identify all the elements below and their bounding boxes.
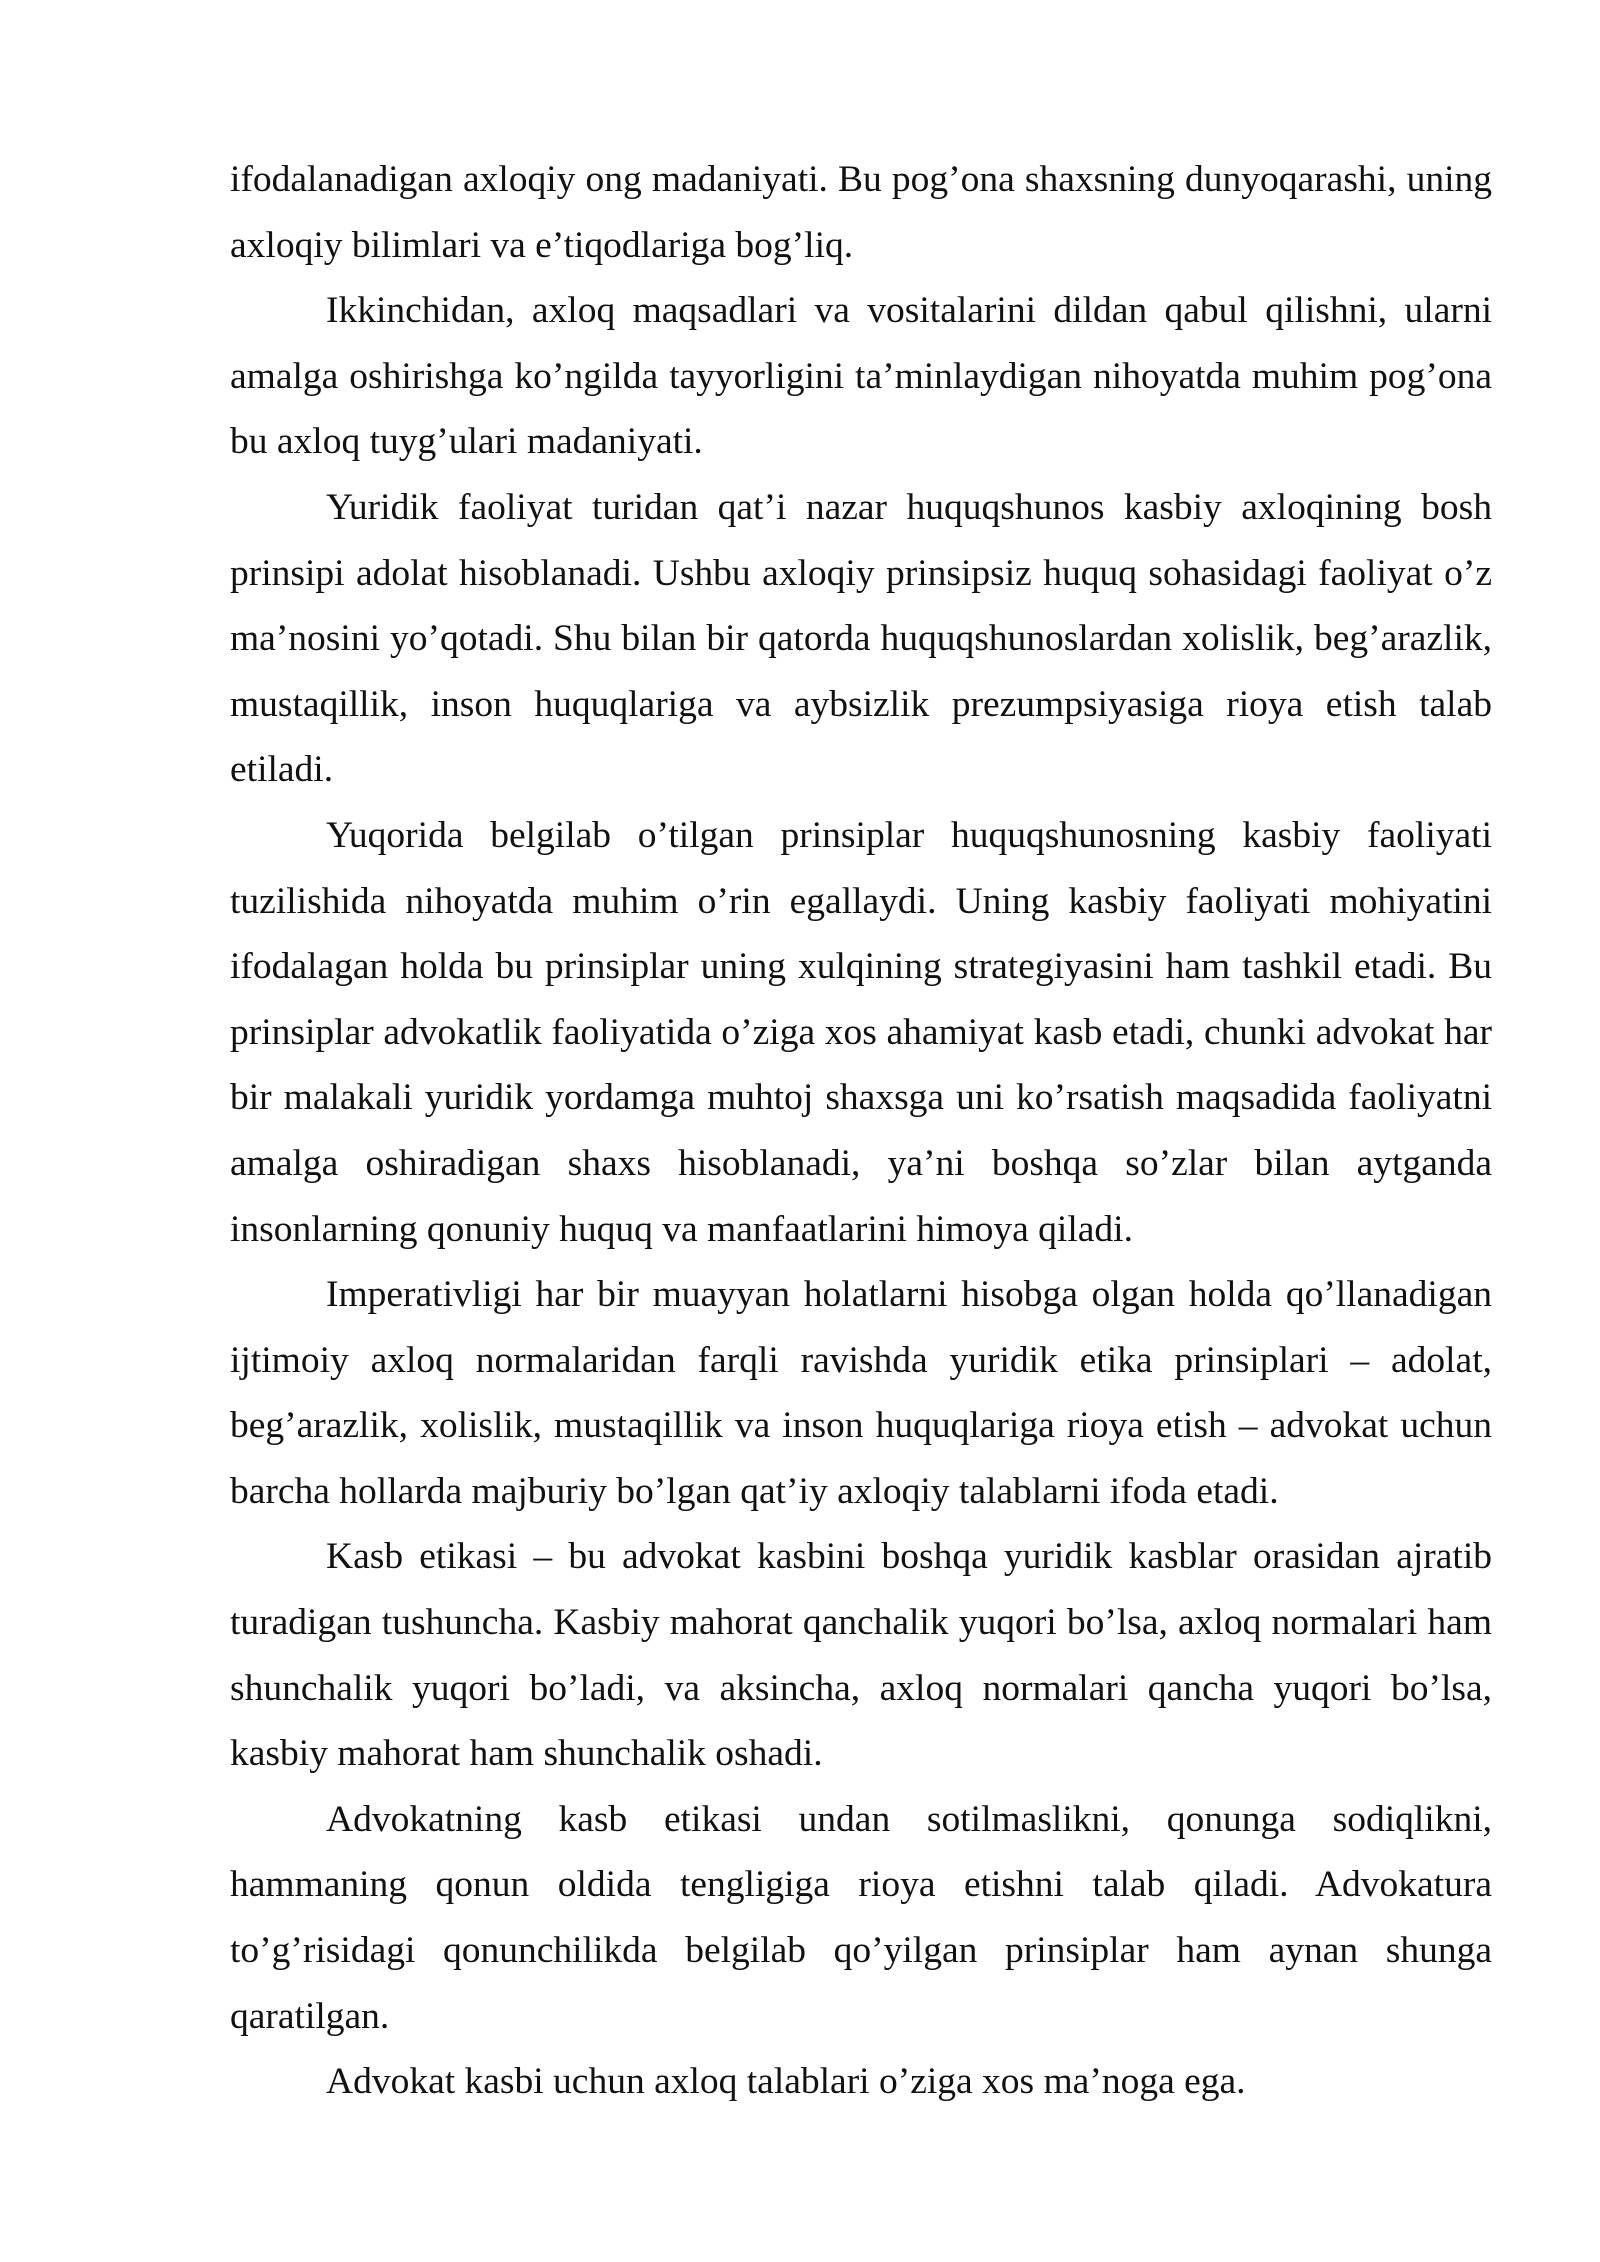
paragraph: Advokat kasbi uchun axloq talablari o’ziga xos ma’noga ega. [326,2061,1246,2103]
paragraph-continuation: ifodalanadigan axloqiy ong madaniyati. Bu pog’ona shaxsning dunyoqarashi, uning axloqiy bilimlari va e’tiqodlariga bog’liq. [230,159,1492,266]
paragraph: Yuridik faoliyat turidan qat’i nazar huquqshunos kasbiy axloqining bosh prinsipi adolat hisoblanadi. Ushbu axloqiy prinsipsiz huquq sohasidagi faoliyat o’z ma’nosini yo’qotadi. Shu bilan bir qatorda huquqshunoslardan xolislik, beg’arazlik, mustaqillik, inson huquqlariga va aybsizlik prezumpsiyasiga rioya etish talab etiladi. [230,486,1492,791]
paragraph: Kasb etikasi – bu advokat kasbini boshqa yuridik kasblar orasidan ajratib turadigan tushuncha. Kasbiy mahorat qanchalik yuqori bo’lsa, axloq normalari ham shunchalik yuqori bo’ladi, va aksincha, axloq normalari qancha yuqori bo’lsa, kasbiy mahorat ham shunchalik oshadi. [230,1536,1492,1775]
paragraph: Advokatning kasb etikasi undan sotilmaslikni, qonunga sodiqlikni, hammaning qonun oldida tengligiga rioya etishni talab qiladi. Advokatura to’g’risidagi qonunchilikda belgilab qo’yilgan prinsiplar ham aynan shunga qaratilgan. [230,1798,1492,2037]
document-body [230,147,1492,2115]
paragraph: Ikkinchidan, axloq maqsadlari va vositalarini dildan qabul qilishni, ularni amalga oshirishga ko’ngilda tayyorligini ta’minlaydigan nihoyatda muhim pog’ona bu axloq tuyg’ulari madaniyati. [230,290,1492,463]
paragraph: Imperativligi har bir muayyan holatlarni hisobga olgan holda qo’llanadigan ijtimoiy axloq normalaridan farqli ravishda yuridik etika prinsiplari – adolat, beg’arazlik, xolislik, mustaqillik va inson huquqlariga rioya etish – advokat uchun barcha hollarda majburiy bo’lgan qat’iy axloqiy talablarni ifoda etadi. [230,1274,1492,1512]
paragraph: Yuqorida belgilab o’tilgan prinsiplar huquqshunosning kasbiy faoliyati tuzilishida nihoyatda muhim o’rin egallaydi. Uning kasbiy faoliyati mohiyatini ifodalagan holda bu prinsiplar uning xulqining strategiyasini ham tashkil etadi. Bu prinsiplar advokatlik faoliyatida o’ziga xos ahamiyat kasb etadi, chunki advokat har bir malakali yuridik yordamga muhtoj shaxsga uni ko’rsatish maqsadida faoliyatni amalga oshiradigan shaxs hisoblanadi, ya’ni boshqa so’zlar bilan aytganda insonlarning qonuniy huquq va manfaatlarini himoya qiladi. [230,814,1492,1250]
